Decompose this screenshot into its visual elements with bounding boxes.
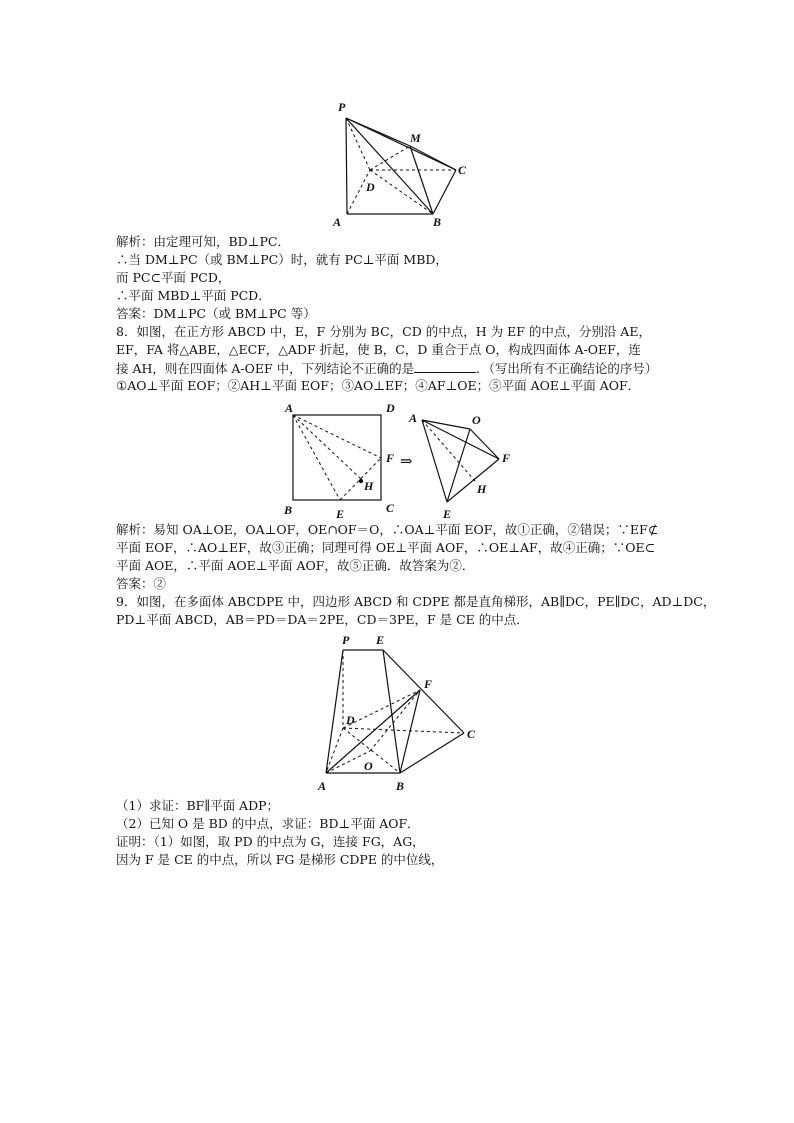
- question-9-part-1: （1）求证：BF∥平面 ADP；: [116, 798, 280, 813]
- label-C: C: [458, 163, 467, 177]
- poly-label-A: A: [318, 779, 327, 793]
- figure-square-fold: [282, 398, 522, 522]
- solution-8-line-1: 解析：易知 OA⊥OE，OA⊥OF，OE∩OF＝O，∴OA⊥平面 EOF，故①正确，②错误；∵EF⊄: [116, 522, 659, 537]
- sq-label-C: C: [386, 501, 395, 515]
- proof-line-1: 证明：（1）如图，取 PD 的中点为 G，连接 FG，AG，: [116, 834, 425, 849]
- question-9-line-2: PD⊥平面 ABCD，AB＝PD＝DA＝2PE，CD＝3PE，F 是 CE 的中点．: [116, 612, 529, 627]
- label-B: B: [433, 215, 442, 229]
- poly-label-C: C: [467, 727, 476, 741]
- tet-label-O: O: [472, 413, 481, 427]
- sq-label-A: A: [285, 401, 294, 415]
- solution-line-1: 解析：由定理可知，BD⊥PC．: [116, 234, 290, 249]
- question-8-line-1: 8．如图，在正方形 ABCD 中，E，F 分别为 BC，CD 的中点，H 为 EF 的中点，分别沿 AE，: [116, 324, 651, 339]
- answer-line-7: 答案：DM⊥PC（或 BM⊥PC 等）: [116, 306, 316, 321]
- question-9-line-1: 9．如图，在多面体 ABCDPE 中，四边形 ABCD 和 CDPE 都是直角梯形，AB∥DC，PE∥DC，AD⊥DC，: [116, 594, 716, 609]
- question-8-line-3: [116, 360, 657, 377]
- answer-blank: [414, 360, 476, 373]
- solution-line-2: ∴当 DM⊥PC（或 BM⊥PC）时，就有 PC⊥平面 MBD，: [116, 252, 448, 267]
- question-8-options: ①AO⊥平面 EOF；②AH⊥平面 EOF；③AO⊥EF；④AF⊥OE；⑤平面 AOE⊥平面 AOF．: [116, 378, 641, 393]
- label-A: A: [333, 215, 342, 229]
- solution-line-3: 而 PC⊂平面 PCD，: [116, 270, 231, 285]
- sq-label-H: H: [364, 479, 374, 493]
- poly-label-E: E: [376, 633, 385, 647]
- answer-8: 答案：②: [116, 576, 167, 591]
- tet-label-E: E: [443, 507, 452, 521]
- question-8-line-2: EF，FA 将△ABE，△ECF，△ADF 折起，使 B，C，D 重合于点 O，构成四面体 A-OEF，连: [116, 342, 641, 357]
- solution-line-4: ∴平面 MBD⊥平面 PCD．: [116, 288, 271, 303]
- poly-label-P: P: [342, 633, 350, 647]
- figure-polyhedron-abcdpe: [310, 630, 490, 800]
- sq-label-B: B: [284, 503, 293, 517]
- sq-label-F: F: [386, 451, 395, 465]
- question-9-part-2: （2）已知 O 是 BD 的中点，求证：BD⊥平面 AOF．: [116, 816, 420, 831]
- figure-pyramid-pmbd: [330, 96, 480, 232]
- solution-8-line-2: 平面 EOF，∴AO⊥EF，故③正确；同理可得 OE⊥平面 AOF，∴OE⊥AF，故④正确；∵OE⊂: [116, 540, 656, 555]
- label-P: P: [338, 100, 346, 114]
- poly-label-O: O: [364, 759, 373, 773]
- poly-label-B: B: [396, 779, 405, 793]
- proof-line-2: 因为 F 是 CE 的中点，所以 FG 是梯形 CDPE 的中位线，: [116, 852, 444, 867]
- poly-label-F: F: [424, 677, 433, 691]
- fold-arrow: ⇒: [400, 454, 413, 470]
- tet-label-A: A: [409, 411, 418, 425]
- poly-label-D: D: [346, 713, 355, 727]
- solution-8-line-3: 平面 AOE，∴平面 AOE⊥平面 AOF，故⑤正确．故答案为②．: [116, 558, 475, 573]
- tet-label-H: H: [477, 482, 487, 496]
- question-8-line-3b: ．（写出所有不正确结论的序号）: [476, 361, 658, 376]
- sq-label-E: E: [336, 507, 345, 521]
- label-D: D: [366, 180, 375, 194]
- question-8-line-3a: 接 AH，则在四面体 A-OEF 中，下列结论不正确的是: [116, 361, 415, 376]
- sq-label-D: D: [386, 401, 395, 415]
- tet-label-F: F: [502, 451, 511, 465]
- label-M: M: [410, 131, 421, 145]
